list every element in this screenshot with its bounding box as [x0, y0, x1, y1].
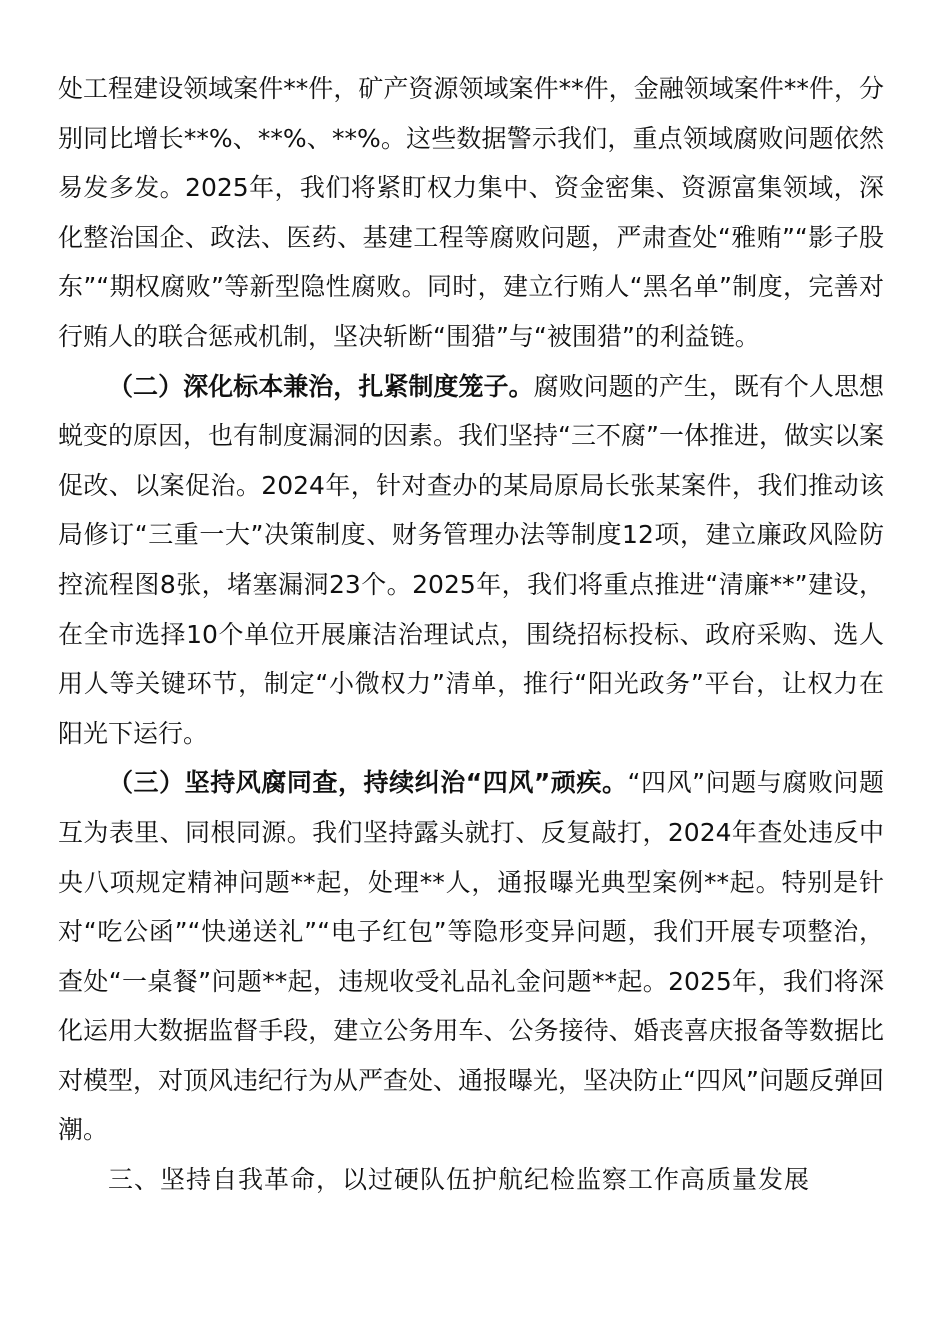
paragraph-3: [58, 758, 884, 1155]
paragraph-3-text: “四风”问题与腐败问题互为表里、同根同源。我们坚持露头就打、反复敲打，2024年查处违反中央八项规定精神问题**起，处理**人，通报曝光典型案例**起。特别是针对“吃公函”“快递送礼”“电子红包”等隐形变异问题，我们开展专项整治，查处“一桌餐”问题**起，违规收受礼品礼金问题**起。2025年，我们将深化运用大数据监督手段，建立公务用车、公务接待、婚丧喜庆报备等数据比对模型，对顶风违纪行为从严查处、通报曝光，坚决防止“四风”问题反弹回潮。: [58, 768, 884, 1145]
section-heading: 三、坚持自我革命，以过硬队伍护航纪检监察工作高质量发展: [108, 1165, 811, 1195]
paragraph-2: [58, 362, 884, 759]
paragraph-1-text: 处工程建设领域案件**件，矿产资源领域案件**件，金融领域案件**件，分别同比增长**%、**%、**%。这些数据警示我们，重点领域腐败问题依然易发多发。2025年，我们将紧盯权力集中、资金密集、资源富集领域，深化整治国企、政法、医药、基建工程等腐败问题，严肃查处“雅贿”“影子股东”“期权腐败”等新型隐性腐败。同时，建立行贿人“黑名单”制度，完善对行贿人的联合惩戒机制，坚决斩断“围猎”与“被围猎”的利益链。: [58, 74, 884, 351]
document-body: [58, 64, 884, 1205]
paragraph-2-text: 腐败问题的产生，既有个人思想蜕变的原因，也有制度漏洞的因素。我们坚持“三不腐”一体推进，做实以案促改、以案促治。2024年，针对查办的某局原局长张某案件，我们推动该局修订“三重一大”决策制度、财务管理办法等制度12项，建立廉政风险防控流程图8张，堵塞漏洞23个。2025年，我们将重点推进“清廉**”建设，在全市选择10个单位开展廉洁治理试点，围绕招标投标、政府采购、选人用人等关键环节，制定“小微权力”清单，推行“阳光政务”平台，让权力在阳光下运行。: [58, 371, 884, 748]
paragraph-1: [58, 64, 884, 362]
paragraph-2-heading: （二）深化标本兼治，扎紧制度笼子。: [108, 371, 534, 401]
paragraph-3-heading: （三）坚持风腐同查，持续纠治“四风”顽疾。: [108, 768, 628, 798]
